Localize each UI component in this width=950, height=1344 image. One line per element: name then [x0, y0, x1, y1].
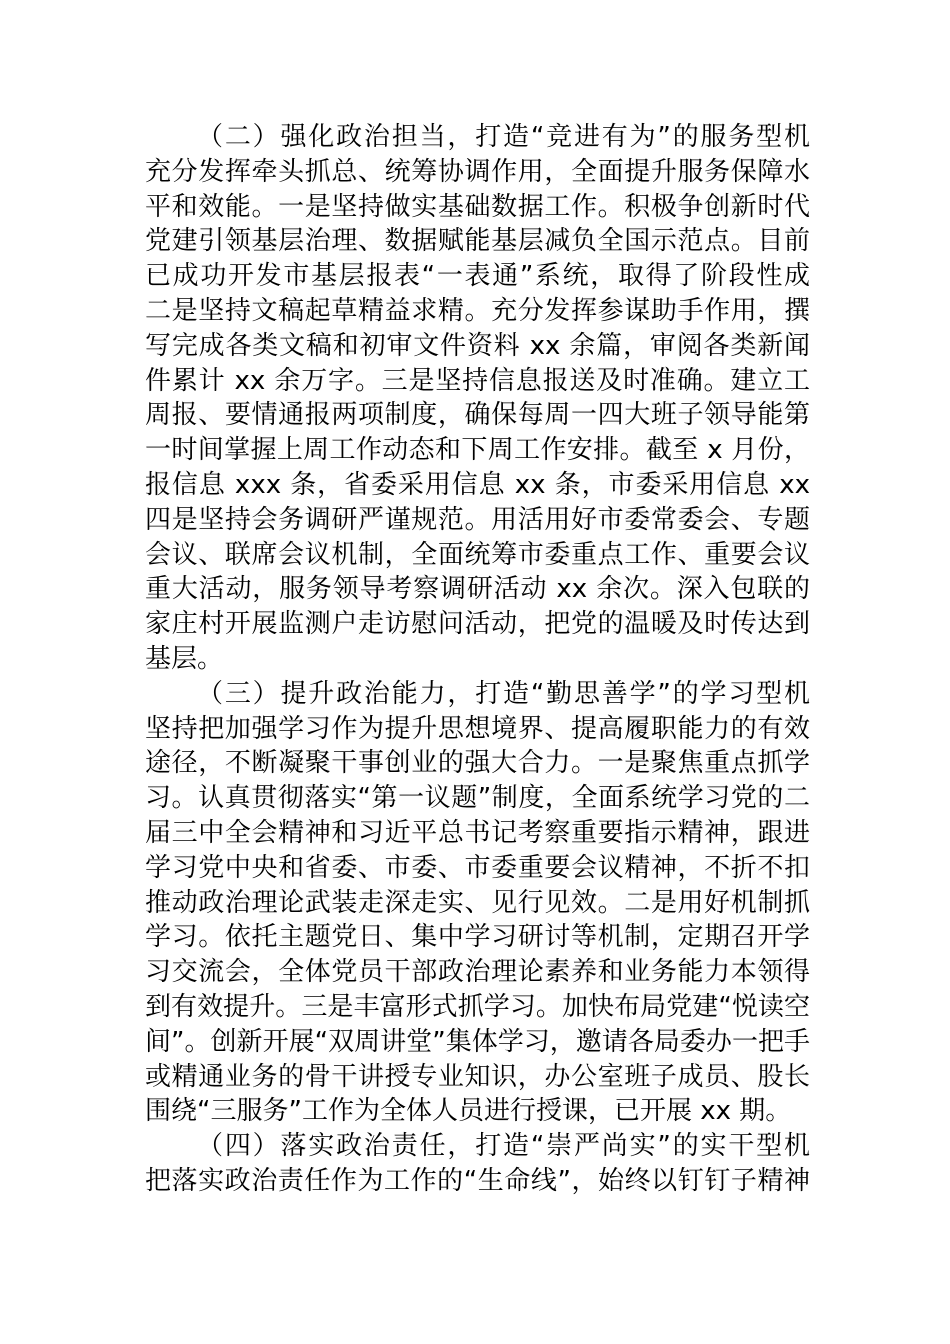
text-line: 会议、联席会议机制，全面统筹市委重点工作、重要会议 — [145, 539, 810, 570]
paragraph-heading-line: （四）落实政治责任，打造“崇严尚实”的实干型机 — [197, 1131, 810, 1162]
text-line: 周报、要情通报两项制度，确保每周一四大班子领导能第 — [145, 400, 810, 431]
text-line: 党建引领基层治理、数据赋能基层减负全国示范点。目前 — [145, 226, 810, 257]
text-line: 坚持把加强学习作为提升思想境界、提高履职能力的有效 — [145, 713, 810, 744]
text-line: 件累计 xx 余万字。三是坚持信息报送及时准确。建立工 — [145, 365, 810, 396]
document-body — [145, 120, 810, 1199]
text-line: 或精通业务的骨干讲授专业知识，办公室班子成员、股长 — [145, 1061, 810, 1092]
text-line: 家庄村开展监测户走访慰问活动，把党的温暖及时传达到 — [145, 609, 810, 640]
text-line: 习。认真贯彻落实“第一议题”制度，全面系统学习党的二 — [145, 783, 810, 814]
text-line: 重大活动，服务领导考察调研活动 xx 余次。深入包联的 — [145, 574, 810, 605]
text-line: 写完成各类文稿和初审文件资料 xx 余篇，审阅各类新闻 — [145, 330, 810, 361]
text-line: 间”。创新开展“双周讲堂”集体学习，邀请各局委办一把手 — [145, 1026, 810, 1057]
text-line: 围绕“三服务”工作为全体人员进行授课，已开展 xx 期。 — [145, 1096, 792, 1127]
text-line: 充分发挥牵头抓总、统筹协调作用，全面提升服务保障水 — [145, 156, 810, 187]
text-line: 基层。 — [145, 643, 224, 674]
text-line: 二是坚持文稿起草精益求精。充分发挥参谋助手作用，撰 — [145, 295, 810, 326]
text-line: 报信息 xxx 条，省委采用信息 xx 条，市委采用信息 xx — [145, 469, 810, 500]
paragraph-heading-line: （三）提升政治能力，打造“勤思善学”的学习型机 — [197, 678, 810, 709]
text-line: 推动政治理论武装走深走实、见行见效。二是用好机制抓 — [145, 887, 810, 918]
text-line: 习交流会，全体党员干部政治理论素养和业务能力本领得 — [145, 957, 810, 988]
text-line: 一时间掌握上周工作动态和下周工作安排。截至 x 月份， — [145, 435, 810, 466]
text-line: 学习。依托主题党日、集中学习研讨等机制，定期召开学 — [145, 922, 810, 953]
text-line: 届三中全会精神和习近平总书记考察重要指示精神，跟进 — [145, 817, 810, 848]
text-line: 已成功开发市基层报表“一表通”系统，取得了阶段性成 — [145, 261, 810, 292]
text-line: 把落实政治责任作为工作的“生命线”，始终以钉钉子精神 — [145, 1165, 810, 1196]
text-line: 途径，不断凝聚干事创业的强大合力。一是聚焦重点抓学 — [145, 748, 810, 779]
text-line: 到有效提升。三是丰富形式抓学习。加快布局党建“悦读空 — [145, 991, 810, 1022]
text-line: 平和效能。一是坚持做实基础数据工作。积极争创新时代 — [145, 191, 810, 222]
text-line: 四是坚持会务调研严谨规范。用活用好市委常委会、专题 — [145, 504, 810, 535]
text-line: 学习党中央和省委、市委、市委重要会议精神，不折不扣 — [145, 852, 810, 883]
paragraph-heading-line: （二）强化政治担当，打造“竞进有为”的服务型机 — [197, 122, 810, 152]
